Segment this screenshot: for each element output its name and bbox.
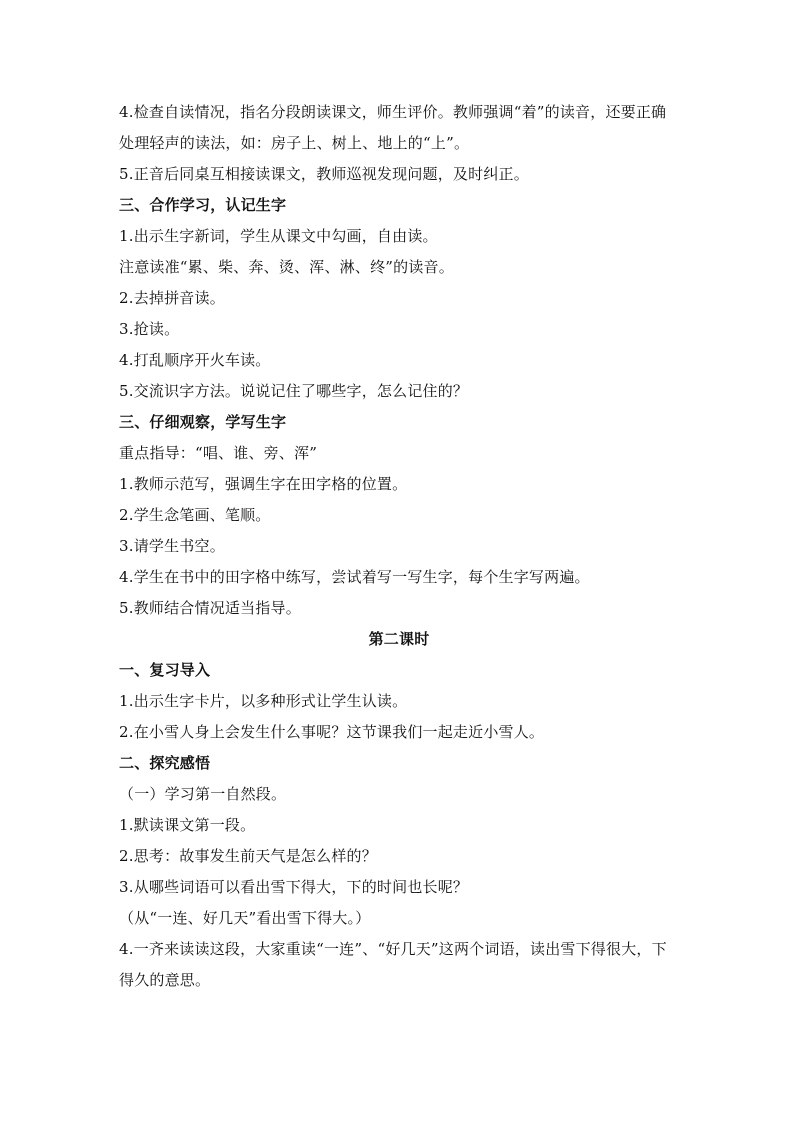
paragraph-which-words: 3.从哪些词语可以看出雪下得大，下的时间也长呢？ (119, 878, 469, 896)
paragraph-teacher-guidance: 5.教师结合情况适当指导。 (119, 599, 301, 617)
section-heading-review: 一、复习导入 (119, 661, 211, 679)
paragraph-stroke-order: 2.学生念笔画、笔顺。 (119, 506, 271, 524)
paragraph-train-reading: 4.打乱顺序开火车读。 (119, 351, 271, 369)
document-body (119, 97, 679, 996)
lesson-title-second-period: 第二课时 (368, 630, 430, 648)
paragraph-teacher-demo: 1.教师示范写，强调生字在田字格的位置。 (119, 475, 408, 493)
paragraph-practice-writing: 4.学生在书中的田字格中练写，尝试着写一写生字，每个生字写两遍。 (119, 568, 590, 586)
paragraph-air-writing: 3.请学生书空。 (119, 537, 225, 555)
paragraph-word-cards: 1.出示生字卡片，以多种形式让学生认读。 (119, 692, 408, 710)
paragraph-quick-read: 3.抢读。 (119, 320, 180, 338)
paragraph-step-4-check-reading: 4.检查自读情况，指名分段朗读课文，师生评价。教师强调“着”的读音，还要正确处理轻声的读法，如：房子上、树上、地上的“上”。 (119, 103, 667, 152)
paragraph-snowman-intro: 2.在小雪人身上会发生什么事呢？这节课我们一起走近小雪人。 (119, 723, 545, 741)
section-heading-careful-observation: 三、仔细观察，学写生字 (119, 413, 287, 431)
paragraph-literacy-methods: 5.交流识字方法。说说记住了哪些字，怎么记住的？ (119, 382, 469, 400)
paragraph-key-guidance: 重点指导：“唱、谁、旁、浑” (119, 444, 318, 462)
paragraph-remove-pinyin: 2.去掉拼音读。 (119, 289, 225, 307)
paragraph-show-new-words: 1.出示生字新词，学生从课文中勾画，自由读。 (119, 227, 438, 245)
section-heading-cooperative-learning: 三、合作学习，认记生字 (119, 196, 287, 214)
paragraph-answer-words: （从“一连、好几天”看出雪下得大。） (119, 909, 371, 927)
paragraph-step-5-partner-reading: 5.正音后同桌互相接读课文，教师巡视发现问题，及时纠正。 (119, 165, 529, 183)
paragraph-think-weather: 2.思考：故事发生前天气是怎么样的？ (119, 847, 377, 865)
paragraph-read-together: 4.一齐来读读这段，大家重读“一连”、“好几天”这两个词语，读出雪下得很大，下得久的意思。 (119, 940, 667, 989)
paragraph-pronunciation-note: 注意读准“累、柴、奔、烫、浑、淋、终”的读音。 (119, 258, 454, 276)
paragraph-first-section: （一）学习第一自然段。 (119, 785, 287, 803)
section-heading-explore: 二、探究感悟 (119, 754, 211, 772)
paragraph-silent-reading: 1.默读课文第一段。 (119, 816, 256, 834)
